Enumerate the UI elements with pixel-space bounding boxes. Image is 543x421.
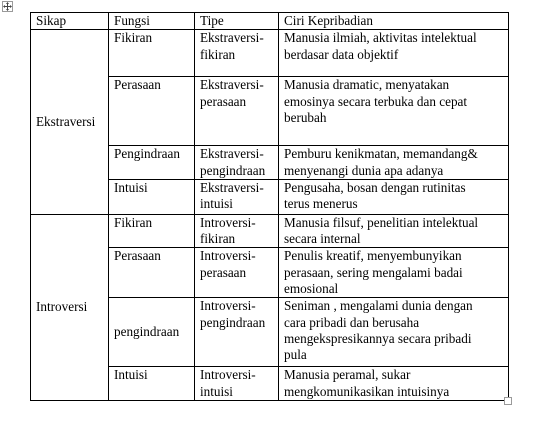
ciri-cell[interactable]: Manusia filsuf, penelitian intelektual secara internal bbox=[279, 214, 509, 248]
tipe-cell[interactable]: Introversi- intuisi bbox=[195, 367, 279, 401]
header-fungsi[interactable]: Fungsi bbox=[109, 13, 195, 30]
fungsi-cell[interactable]: Intuisi bbox=[109, 179, 195, 214]
header-tipe[interactable]: Tipe bbox=[195, 13, 279, 30]
ciri-cell[interactable]: Manusia dramatic, menyatakan emosinya secara terbuka dan cepat berubah bbox=[279, 77, 509, 146]
fungsi-cell[interactable]: Fikiran bbox=[109, 30, 195, 77]
table-row bbox=[31, 30, 509, 77]
ciri-cell[interactable]: Pemburu kenikmatan, memandang& menyenangi dunia apa adanya bbox=[279, 146, 509, 180]
fungsi-cell[interactable]: Perasaan bbox=[109, 248, 195, 298]
tipe-cell[interactable]: Introversi- perasaan bbox=[195, 248, 279, 298]
personality-table bbox=[30, 12, 509, 401]
sikap-cell-introversi[interactable]: Introversi bbox=[31, 214, 109, 400]
fungsi-cell[interactable]: pengindraan bbox=[109, 298, 195, 367]
header-ciri-kepribadian[interactable]: Ciri Kepribadian bbox=[279, 13, 509, 30]
fungsi-cell[interactable]: Fikiran bbox=[109, 214, 195, 248]
ciri-cell[interactable]: Pengusaha, bosan dengan rutinitas terus menerus bbox=[279, 179, 509, 214]
header-sikap[interactable]: Sikap bbox=[31, 13, 109, 30]
tipe-cell[interactable]: Ekstraversi- perasaan bbox=[195, 77, 279, 146]
fungsi-cell[interactable]: Pengindraan bbox=[109, 146, 195, 180]
sikap-cell-ekstraversi[interactable]: Ekstraversi bbox=[31, 30, 109, 215]
fungsi-cell[interactable]: Intuisi bbox=[109, 367, 195, 401]
table-row bbox=[31, 214, 509, 248]
tipe-cell[interactable]: Introversi- fikiran bbox=[195, 214, 279, 248]
table-move-handle-icon[interactable] bbox=[2, 1, 13, 12]
table-resize-handle[interactable] bbox=[504, 397, 512, 405]
ciri-cell[interactable]: Seniman , mengalami dunia dengan cara pribadi dan berusaha mengekspresikannya secara pribadi pula bbox=[279, 298, 509, 367]
tipe-cell[interactable]: Ekstraversi- intuisi bbox=[195, 179, 279, 214]
fungsi-cell[interactable]: Perasaan bbox=[109, 77, 195, 146]
table-header-row bbox=[31, 13, 509, 30]
ciri-cell[interactable]: Manusia peramal, sukar mengkomunikasikan intuisinya bbox=[279, 367, 509, 401]
ciri-cell[interactable]: Penulis kreatif, menyembunyikan perasaan, sering mengalami badai emosional bbox=[279, 248, 509, 298]
tipe-cell[interactable]: Ekstraversi- fikiran bbox=[195, 30, 279, 77]
tipe-cell[interactable]: Ekstraversi- pengindraan bbox=[195, 146, 279, 180]
ciri-cell[interactable]: Manusia ilmiah, aktivitas intelektual berdasar data objektif bbox=[279, 30, 509, 77]
tipe-cell[interactable]: Introversi- pengindraan bbox=[195, 298, 279, 367]
